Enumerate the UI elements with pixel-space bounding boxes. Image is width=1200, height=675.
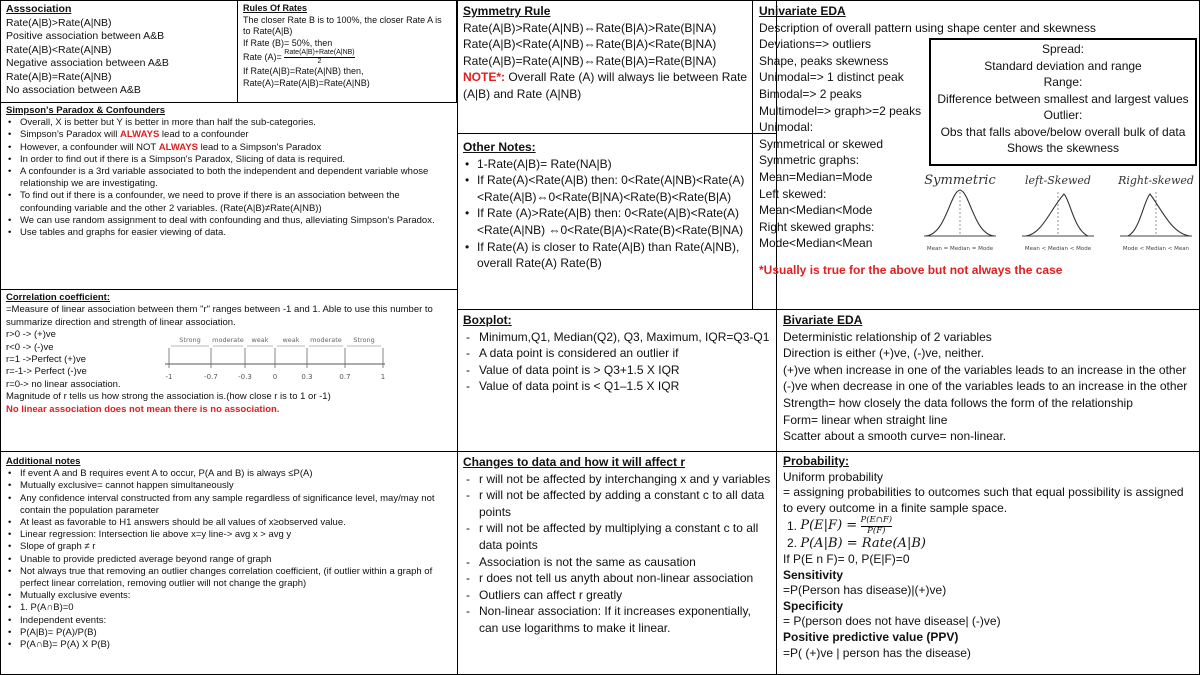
bivariate-line: Scatter about a smooth curve= non-linear.: [783, 429, 1007, 444]
scale-label: moderate: [212, 336, 244, 344]
association-panel: [0, 0, 238, 103]
rules-line: The closer Rate B is to 100%, the closer Rate A is: [243, 14, 442, 25]
bivariate-line: (-)ve when decrease in one of the variables leads to an increase in the other: [783, 379, 1188, 394]
simpson-item: • Overall, X is better but Y is better in more than half the sub-categories.: [6, 117, 452, 129]
rules-line: Rate(A)=Rate(A|B)=Rate(A|NB): [243, 77, 370, 88]
probability-line: = assigning probabilities to outcomes such that equal possibility is assigned to every outcome in a finite sample space.: [783, 485, 1184, 515]
sketch-caption: Mean = Median = Mode: [926, 246, 994, 252]
correlation-line: r=1 ->Perfect (+)ve: [6, 354, 86, 366]
scale-label: Strong: [179, 336, 201, 344]
additional-title: Additional notes: [6, 456, 81, 467]
scale-label: Strong: [353, 336, 375, 344]
simpson-item: • Use tables and graphs for easier viewing of data.: [6, 227, 452, 239]
additional-item: • Mutually exclusive= cannot happen simultaneously: [6, 480, 452, 492]
association-line: Rate(A|B)>Rate(A|NB): [6, 16, 112, 29]
probability-title: Probability:: [783, 454, 850, 468]
simpson-item: • However, a confounder will NOT ALWAYS lead to a Simpson's Paradox: [6, 142, 452, 154]
association-line: Positive association between A&B: [6, 30, 165, 42]
formula-1-lhs: P(E|F) =: [800, 518, 858, 534]
spread-line: Shows the skewness: [1006, 141, 1120, 155]
additional-item: • If event A and B requires event A to occur, P(A and B) is always ≤P(A): [6, 468, 452, 480]
bivariate-line: Form= linear when straight line: [783, 412, 948, 427]
other-notes-panel: [457, 133, 777, 310]
other-note-item: • If Rate(A) is closer to Rate(A|B) than Rate(A|NB), overall Rate(A) Rate(B): [463, 239, 771, 272]
sketch-title: left-Skewed: [1025, 174, 1091, 187]
scale-label: weak: [251, 336, 269, 344]
changes-item: - r will not be affected by interchanging x and y variables: [463, 471, 771, 488]
additional-item: • Mutually exclusive events:: [6, 590, 452, 602]
symmetry-line: Rate(A|B)=Rate(A|NB)⇔Rate(B|A)=Rate(B|NA): [463, 53, 717, 68]
boxplot-item: - A data point is considered an outlier if: [463, 345, 771, 362]
additional-item: • Linear regression: Intersection lie above x=y line-> avg x > avg y: [6, 529, 452, 541]
association-line: Negative association between A&B: [6, 57, 169, 69]
rules-line: If Rate (B)= 50%, then: [243, 37, 333, 48]
univariate-line: Left skewed:: [759, 186, 827, 201]
boxplot-panel: [457, 309, 777, 452]
correlation-intro: =Measure of linear association between them "r" ranges between -1 and 1. Able to use this number to summarize direction and strength of linear association.: [6, 304, 433, 328]
symmetry-title: Symmetry Rule: [463, 4, 551, 18]
scale-tick-label: -0.7: [204, 373, 218, 381]
scale-tick-label: 0.3: [301, 373, 313, 381]
rules-panel: [237, 0, 457, 103]
additional-item: • 1. P(A∩B)=0: [6, 602, 452, 614]
univariate-line: Mean=Median=Mode: [759, 169, 873, 184]
bivariate-line: Strength= how closely the data follows the form of the relationship: [783, 395, 1133, 410]
spread-line: Difference between smallest and largest values: [937, 91, 1189, 106]
sketch-caption: Mode < Median < Mean: [1122, 246, 1190, 252]
additional-item: • Slope of graph ≠ r: [6, 541, 452, 553]
boxplot-item: - Value of data point is < Q1–1.5 X IQR: [463, 378, 771, 395]
additional-item: • P(A|B)= P(A)/P(B): [6, 627, 452, 639]
ppv-text: =P( (+)ve | person has the disease): [783, 645, 971, 660]
sketch-curve: [1128, 194, 1190, 236]
probability-formula-1: [783, 516, 1194, 536]
simpson-item: • A confounder is a 3rd variable associated to both the independent and dependent variable whose relationship we are investigating.: [6, 166, 452, 190]
boxplot-list: [463, 329, 771, 395]
simpson-list: [6, 117, 452, 239]
spread-line: Outlier:: [1043, 108, 1083, 122]
association-title: Asssociation: [6, 3, 72, 15]
ppv-title: Positive predictive value (PPV): [783, 629, 959, 644]
correlation-panel: [0, 289, 458, 452]
rules-formula: [243, 49, 451, 66]
probability-formula-2: [783, 536, 1194, 552]
additional-item: • Unable to provide predicted average beyond range of graph: [6, 554, 452, 566]
bivariate-lines: [783, 329, 1194, 445]
probability-lines: [783, 470, 1194, 517]
scale-label: weak: [282, 336, 300, 344]
always-highlight: ALWAYS: [158, 141, 198, 153]
additional-item: • Not always true that removing an outlier changes correlation coefficient, (if outlier within a graph of perfect linear correlation, removing outlier will not change the graph): [6, 566, 452, 590]
formula-2-text: P(A|B) = Rate(A|B): [800, 536, 926, 552]
rules-formula-num: Rate(A|B)+Rate(A|NB): [284, 49, 355, 57]
sketch-curve: [1026, 194, 1088, 236]
spread-line: Range:: [1043, 75, 1083, 89]
additional-panel: [0, 451, 458, 675]
univariate-footnote: *Usually is true for the above but not always the case: [759, 262, 1063, 277]
correlation-title: Correlation coefficient:: [6, 292, 110, 303]
spread-line: Obs that falls above/below overall bulk of data: [940, 124, 1186, 139]
additional-item: • Any confidence interval constructed from any sample regardless of significance level, may/may not contain the population parameter: [6, 493, 452, 517]
sensitivity-text: =P(Person has disease)|(+)ve): [783, 583, 947, 598]
simpson-title: Simpson's Paradox & Confounders: [6, 105, 166, 116]
changes-title: Changes to data and how it will affect r: [463, 455, 686, 469]
boxplot-item: - Value of data point is > Q3+1.5 X IQR: [463, 362, 771, 379]
association-line: Rate(A|B)<Rate(A|NB): [6, 43, 112, 56]
other-note-item: • If Rate (A)>Rate(A|B) then: 0<Rate(A|B)<Rate(A)<Rate(A|NB) ⇔0<Rate(B|A)<Rate(B)<Rate(B|NA): [463, 205, 771, 238]
univariate-line: Mean<Median<Mode: [759, 203, 873, 218]
changes-panel: [457, 451, 777, 675]
sensitivity-title: Sensitivity: [783, 567, 844, 582]
spread-box: [929, 38, 1197, 166]
rules-tail: [243, 66, 451, 89]
univariate-line: Deviations=> outliers: [759, 37, 872, 52]
correlation-magnitude: Magnitude of r tells us how strong the association is.(how close r is to 1 or -1): [6, 391, 331, 403]
scale-tick-label: -0.3: [238, 373, 252, 381]
symmetry-note-label: NOTE*:: [463, 70, 505, 85]
probability-line: Uniform probability: [783, 469, 884, 484]
other-notes-list: [463, 156, 771, 272]
scale-label: moderate: [310, 336, 342, 344]
simpson-item: • Simpson's Paradox will ALWAYS lead to a confounder: [6, 129, 452, 141]
bivariate-line: (+)ve when increase in one of the variables leads to an increase in the other: [783, 362, 1187, 377]
correlation-warning: No linear association does not mean there is no association.: [6, 403, 280, 415]
bivariate-line: Direction is either (+)ve, (-)ve, neither.: [783, 346, 985, 361]
univariate-line: Description of overall pattern using shape center and skewness: [759, 20, 1096, 35]
additional-item: • Independent events:: [6, 615, 452, 627]
other-notes-title: Other Notes:: [463, 140, 536, 154]
symmetry-line: Rate(A|B)>Rate(A|NB)⇔Rate(B|A)>Rate(B|NA): [463, 20, 717, 35]
probability-if-line: If P(E n F)= 0, P(E|F)=0: [783, 551, 910, 566]
additional-item: • P(A∩B)= P(A) X P(B): [6, 639, 452, 651]
rules-line: If Rate(A|B)=Rate(A|NB) then,: [243, 66, 364, 77]
changes-item: - r does not tell us anyth about non-linear association: [463, 570, 771, 587]
correlation-line: r<0 -> (-)ve: [6, 341, 54, 353]
rules-line: to Rate(A|B): [243, 26, 293, 37]
univariate-line: Symmetric graphs:: [759, 153, 860, 168]
always-highlight: ALWAYS: [120, 129, 160, 141]
probability-panel: [776, 451, 1200, 675]
skew-sketches: [918, 170, 1198, 258]
simpson-item: • We can use random assignment to deal with confounding and thus, alleviating Simpson's Paradox.: [6, 215, 452, 227]
symmetry-note-text: Overall Rate (A) will always lie between Rate (A|B) and Rate (A|NB): [463, 70, 748, 101]
spread-line: Spread:: [1041, 42, 1085, 56]
symmetry-lines: [463, 20, 771, 70]
univariate-line: Unimodal=> 1 distinct peak: [759, 70, 904, 85]
formula-1-label: 1.: [787, 518, 798, 533]
formula-1-num: P(E∩F): [860, 515, 893, 526]
formula-2-label: 2.: [787, 536, 798, 551]
univariate-line: Symmetrical or skewed: [759, 136, 884, 151]
scale-tick-label: 0: [272, 373, 278, 381]
univariate-line: Unimodal:: [759, 120, 814, 135]
other-note-item: • If Rate(A)<Rate(A|B) then: 0<Rate(A|NB)<Rate(A)<Rate(A|B)⇔0<Rate(B|NA)<Rate(B)<Rate(B|A): [463, 172, 771, 205]
symmetry-panel: [457, 0, 777, 134]
changes-item: - Association is not the same as causation: [463, 554, 771, 571]
sketch-title: Symmetric: [924, 173, 996, 188]
sketch-title: Right-skewed: [1118, 174, 1194, 187]
formula-1-den: P(F): [867, 525, 886, 536]
scale-tick-label: -1: [165, 373, 173, 381]
specificity-title: Specificity: [783, 598, 844, 613]
univariate-line: Shape, peaks skewness: [759, 53, 889, 68]
changes-item: - r will not be affected by multiplying a constant c to all data points: [463, 520, 771, 553]
rules-formula-lhs: Rate (A)=: [243, 52, 282, 63]
changes-list: [463, 471, 771, 637]
bivariate-title: Bivariate EDA: [783, 313, 863, 327]
univariate-title: Univariate EDA: [759, 4, 846, 18]
univariate-line: Mode<Median<Mean: [759, 236, 873, 251]
additional-item: • At least as favorable to H1 answers should be all values of x≥observed value.: [6, 517, 452, 529]
changes-item: - Non-linear association: If it increases exponentially, can use logarithms to make it linear.: [463, 603, 771, 636]
changes-item: - Outliers can affect r greatly: [463, 587, 771, 604]
scale-tick-label: 1: [380, 373, 386, 381]
symmetry-note: [463, 69, 771, 102]
simpson-item: • To find out if there is a confounder, we need to prove if there is an association between the confounding variable and the other 2 variables. (Rate(A|B)≠Rate(A|NB)): [6, 190, 452, 214]
simpson-item: • In order to find out if there is a Simpson's Paradox, Slicing of data is required.: [6, 154, 452, 166]
correlation-scale-sketch: [159, 334, 391, 382]
spread-line: Standard deviation and range: [984, 58, 1142, 73]
association-lines: [6, 17, 232, 98]
bivariate-line: Deterministic relationship of 2 variables: [783, 329, 992, 344]
additional-list: [6, 468, 452, 651]
correlation-line: r>0 -> (+)ve: [6, 329, 56, 341]
univariate-line: Multimodel=> graph>=2 peaks: [759, 103, 922, 118]
association-line: Rate(A|B)=Rate(A|NB): [6, 70, 112, 83]
specificity-text: = P(person does not have disease| (-)ve): [783, 614, 1001, 629]
univariate-line: Right skewed graphs:: [759, 219, 875, 234]
symmetry-line: Rate(A|B)<Rate(A|NB)⇔Rate(B|A)<Rate(B|NA): [463, 37, 717, 52]
correlation-line: r=-1-> Perfect (-)ve: [6, 366, 87, 378]
univariate-line: Bimodal=> 2 peaks: [759, 86, 862, 101]
correlation-line: r=0-> no linear association.: [6, 378, 121, 390]
rules-title: Rules Of Rates: [243, 3, 308, 13]
rules-lines: [243, 15, 451, 50]
rules-formula-den: 2: [317, 58, 322, 66]
boxplot-title: Boxplot:: [463, 313, 512, 327]
changes-item: - r will not be affected by adding a constant c to all data points: [463, 487, 771, 520]
other-note-item: • 1-Rate(A|B)= Rate(NA|B): [463, 156, 771, 173]
bivariate-panel: [776, 309, 1200, 452]
sketch-caption: Mean < Median < Mode: [1024, 246, 1092, 252]
boxplot-item: - Minimum,Q1, Median(Q2), Q3, Maximum, IQR=Q3-Q1: [463, 329, 771, 346]
association-line: No association between A&B: [6, 84, 141, 96]
simpson-panel: [0, 102, 458, 290]
scale-tick-label: 0.7: [339, 373, 351, 381]
